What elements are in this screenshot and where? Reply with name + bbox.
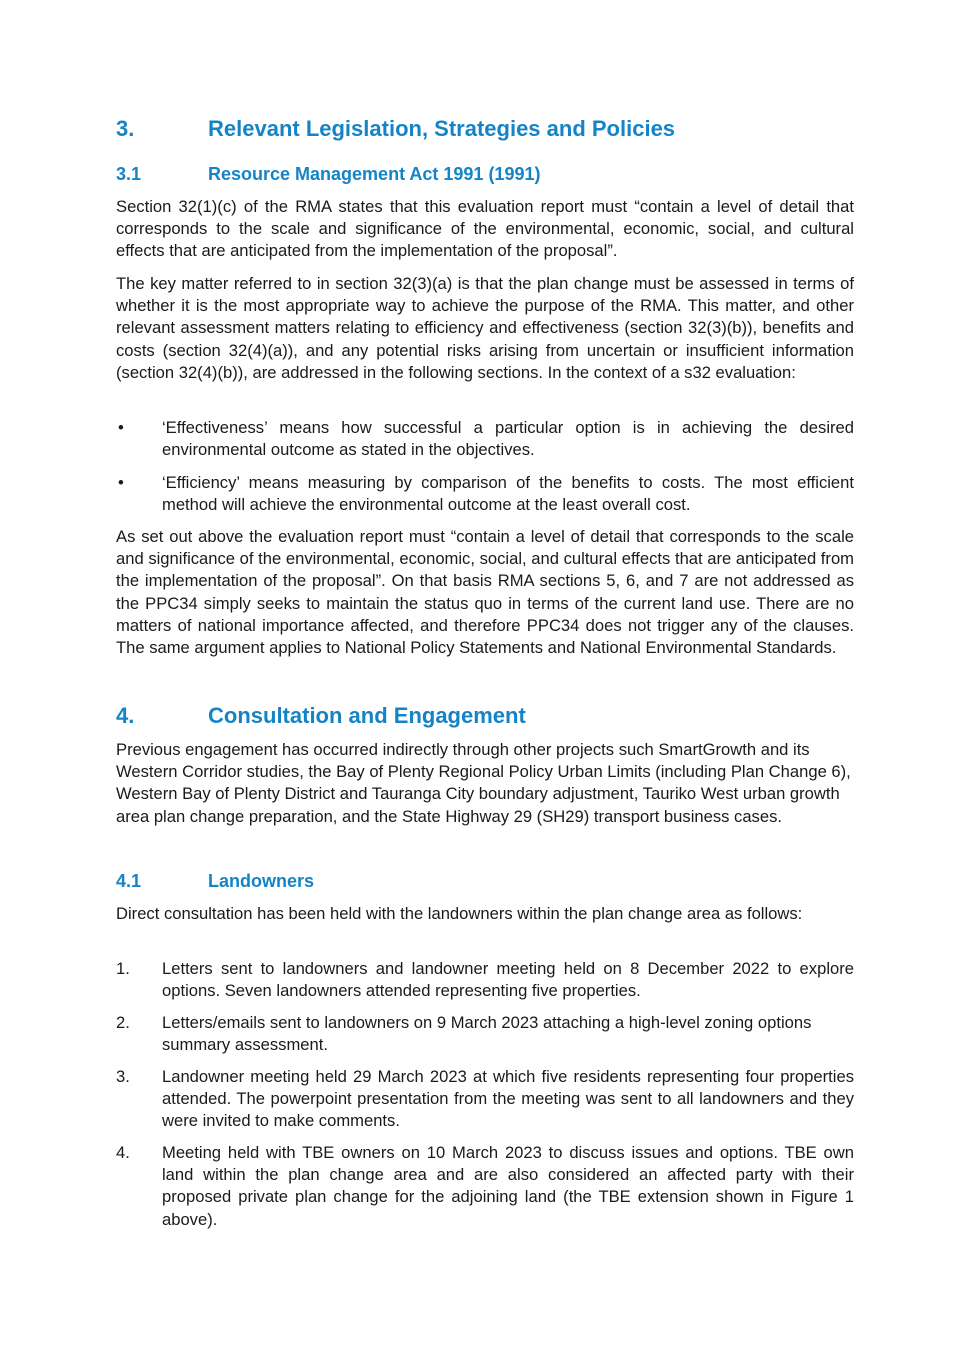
item-number: 4. (116, 1143, 130, 1162)
subsection-number: 3.1 (116, 164, 142, 184)
bullet-item (116, 417, 854, 461)
bullet-glyph: • (118, 473, 124, 492)
section-title: Relevant Legislation, Strategies and Policies (208, 116, 676, 141)
numbered-item (116, 1066, 854, 1133)
numbered-item (116, 1142, 854, 1231)
bullet-item (116, 472, 854, 516)
section-4-1-heading (116, 870, 856, 892)
paragraph: As set out above the evaluation report must “contain a level of detail that corresponds to the scale and significance of the environmental, economic, social, and cultural effects that are anticipated from the implementation of the proposal”. On that basis RMA sections 5, 6, and 7 are not addressed as the PPC34 simply seeks to maintain the status quo in terms of the current land use. There are no matters of national importance affected, and therefore PPC34 does not trigger any of the clauses. The same argument applies to National Policy Statements and National Environmental Standards. (116, 527, 854, 658)
paragraph: Section 32(1)(c) of the RMA states that this evaluation report must “contain a level of detail that corresponds to the scale and significance of the environmental, economic, social, and cultural effects that are anticipated from the implementation of the proposal”. (116, 197, 854, 261)
paragraph: Previous engagement has occurred indirectly through other projects such SmartGrowth and its Western Corridor studies, the Bay of Plenty Regional Policy Urban Limits (including Plan Change 6), Western Bay of Plenty District and Tauranga City boundary adjustment, Tauriko West urban growth area plan change preparation, and the State Highway 29 (SH29) transport business cases. (116, 740, 851, 826)
paragraph: Direct consultation has been held with the landowners within the plan change area as follows: (116, 904, 803, 923)
bullet-text: ‘Effectiveness’ means how successful a particular option is in achieving the desired environmental outcome as stated in the objectives. (162, 418, 854, 460)
paragraph: The key matter referred to in section 32(3)(a) is that the plan change must be assessed in terms of whether it is the most appropriate way to achieve the purpose of the RMA. This matter, and other relevant assessment matters relating to efficiency and effectiveness (section 32(3)(b)), benefits and costs (section 32(4)(a)), and any potential risks arising from uncertain or insufficient information (section 32(4)(b)), are addressed in the following sections. In the context of a s32 evaluation: (116, 274, 854, 382)
section-4-heading (116, 703, 856, 729)
section-3-1-heading (116, 163, 856, 185)
item-text: Letters/emails sent to landowners on 9 March 2023 attaching a high-level zoning options summary assessment. (162, 1013, 812, 1055)
bullet-glyph: • (118, 418, 124, 437)
subsection-number: 4.1 (116, 871, 142, 891)
numbered-item (116, 958, 854, 1002)
item-text: Letters sent to landowners and landowner meeting held on 8 December 2022 to explore options. Seven landowners attended representing five properties. (162, 959, 854, 1001)
subsection-title: Landowners (208, 871, 315, 891)
section-number: 3. (116, 116, 135, 141)
bullet-text: ‘Efficiency’ means measuring by comparison of the benefits to costs. The most efficient method will achieve the environmental outcome at the least overall cost. (162, 473, 854, 515)
section-number: 4. (116, 703, 135, 728)
subsection-title: Resource Management Act 1991 (1991) (208, 164, 541, 184)
numbered-item (116, 1012, 854, 1056)
item-number: 2. (116, 1013, 130, 1032)
section-title: Consultation and Engagement (208, 703, 526, 728)
item-number: 1. (116, 959, 130, 978)
item-number: 3. (116, 1067, 130, 1086)
item-text: Meeting held with TBE owners on 10 March 2023 to discuss issues and options. TBE own land within the plan change area and are also considered an affected party with their proposed private plan change for the adjoining land (the TBE extension shown in Figure 1 above). (162, 1143, 854, 1229)
item-text: Landowner meeting held 29 March 2023 at which five residents representing four properties attended. The powerpoint presentation from the meeting was sent to all landowners and they were invited to make comments. (162, 1067, 854, 1131)
section-3-heading (116, 116, 856, 142)
